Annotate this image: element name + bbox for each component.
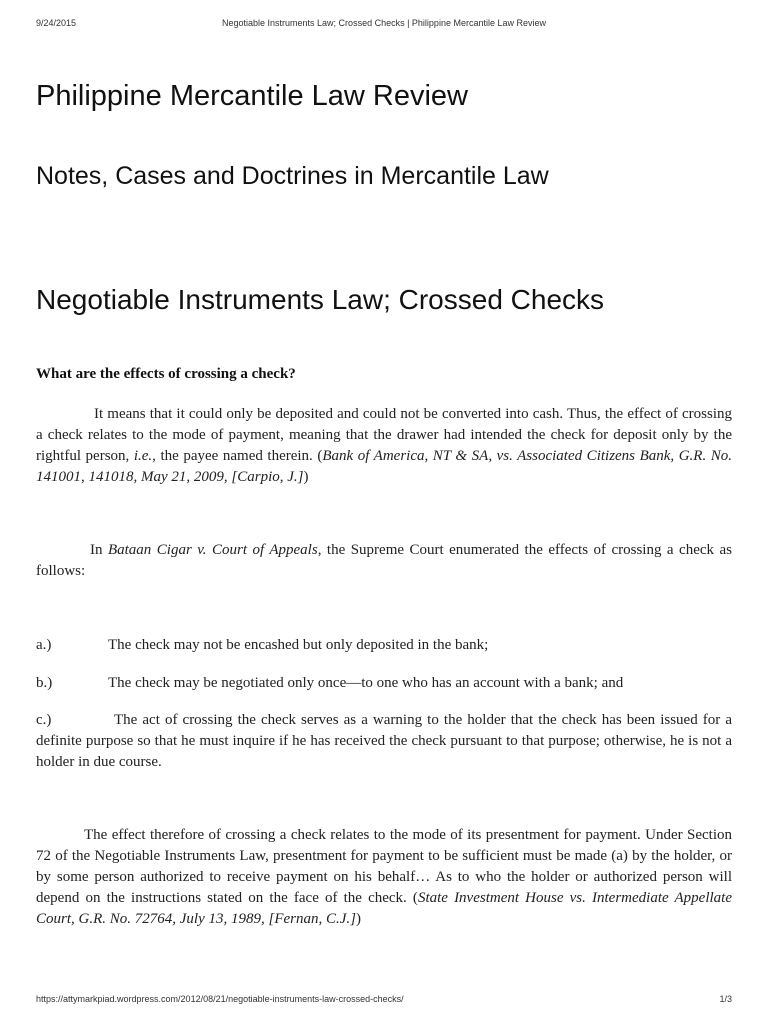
paragraph-text: , the payee named therein. (: [152, 448, 323, 464]
paragraph-text: ): [356, 911, 361, 927]
paragraph-presentment: [36, 825, 732, 930]
post-title[interactable]: Negotiable Instruments Law; Crossed Checks: [36, 284, 605, 315]
citation-bank-of-america: Bank of America, NT & SA, vs. Associated Citizens Bank, G.R. No. 141001, 141018, May 21, 2009, [Carpio, J.]: [36, 448, 733, 485]
site-title[interactable]: Philippine Mercantile Law Review: [36, 80, 468, 112]
print-url[interactable]: https://attymarkpiad.wordpress.com/2012/08/21/negotiable-instruments-law-crossed-checks/: [36, 994, 404, 1004]
paragraph-text: , the Supreme Court enumerated the effects of crossing a check as follows:: [36, 542, 732, 579]
site-tagline: Notes, Cases and Doctrines in Mercantile Law: [36, 162, 549, 190]
paragraph-crossing-meaning: [36, 404, 732, 488]
list-marker: b.): [36, 675, 53, 691]
print-header: [36, 18, 732, 32]
list-marker: a.): [36, 637, 52, 653]
paragraph-text: ): [303, 469, 309, 485]
paragraph-text: The effect therefore of crossing a check relates to the mode of its presentment for payment. Under Section 72 of the Negotiable Instruments Law, presentment for payment to be sufficient must be made (a) by the holder, or by some person authorized to receive payment on his behalf… As to who the holder or authorized person will depend on the instructions stated on the face of the check. (: [36, 827, 732, 906]
paragraph-bataan-cigar: [36, 540, 732, 582]
print-footer: [36, 994, 732, 1008]
list-item: [36, 673, 732, 694]
post-question: What are the effects of crossing a check?: [36, 366, 296, 382]
list-item-text: The check may be negotiated only once—to one who has an account with a bank; and: [108, 675, 624, 691]
list-item: [36, 710, 732, 773]
citation-state-investment-house: State Investment House vs. Intermediate Appellate Court, G.R. No. 72764, July 13, 1989, [Fernan, C.J.]: [36, 890, 732, 927]
list-item-text: The act of crossing the check serves as a warning to the holder that the check has been issued for a definite purpose so that he must inquire if he has received the check pursuant to that purpose; otherwise, he is not a holder in due course.: [36, 712, 732, 770]
list-marker: c.): [36, 712, 52, 728]
list-item: [36, 635, 732, 656]
paragraph-text: It means that it could only be deposited and could not be converted into cash. Thus, the effect of crossing a check relates to the mode of payment, meaning that the drawer had intended the check for deposit only by the rightful person,: [36, 406, 732, 464]
print-date: 9/24/2015: [36, 18, 77, 28]
case-name-bataan-cigar: Bataan Cigar v. Court of Appeals: [107, 542, 318, 558]
print-page-title: Negotiable Instruments Law; Crossed Checks | Philippine Mercantile Law Review: [222, 18, 546, 28]
paragraph-text: In: [90, 542, 108, 558]
list-item-text: The check may not be encashed but only deposited in the bank;: [108, 637, 489, 653]
ie-abbrev: i.e.: [133, 448, 153, 464]
print-page-number: 1/3: [719, 994, 732, 1004]
